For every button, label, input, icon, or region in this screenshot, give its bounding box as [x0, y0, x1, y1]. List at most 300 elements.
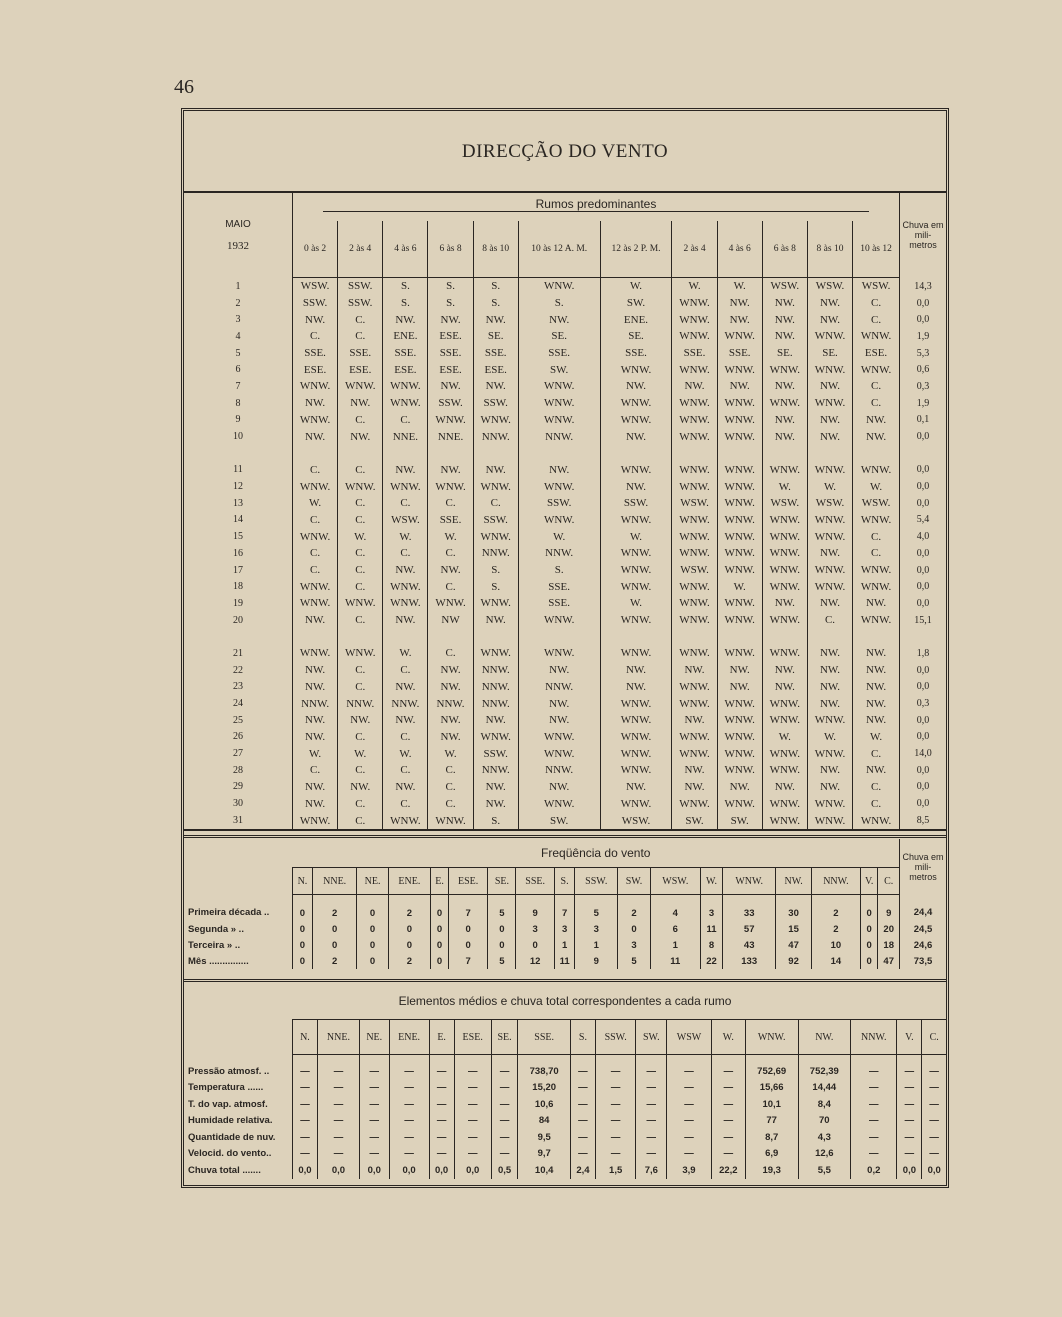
day-cell: 10: [233, 431, 243, 443]
direction-cell: C.: [383, 762, 428, 779]
direction-cell: C.: [338, 462, 383, 479]
rain-cell: 1,9: [900, 395, 947, 412]
elements-cell: —: [429, 1055, 454, 1080]
frequency-cell: 5: [618, 953, 651, 969]
table-frame: [181, 108, 949, 1188]
rain-cell: 0,0: [900, 662, 947, 679]
rain-cell: 0,0: [900, 779, 947, 796]
direction-cell: W.: [717, 278, 762, 295]
frequency-cell: 47: [878, 953, 900, 969]
elements-column-header: NW.: [798, 1020, 851, 1055]
direction-cell: NW.: [383, 612, 428, 629]
direction-cell: W.: [293, 745, 338, 762]
elements-column-header: V.: [897, 1020, 922, 1055]
elements-cell: —: [922, 1080, 946, 1097]
elements-cell: —: [360, 1080, 389, 1097]
rain-cell: 0,1: [900, 412, 947, 429]
frequency-table: [184, 839, 946, 969]
frequency-column-header: NNW.: [811, 868, 860, 895]
direction-cell: WNW.: [717, 612, 762, 629]
direction-cell: C.: [338, 311, 383, 328]
month-label: MAIO: [225, 218, 251, 230]
direction-cell: C.: [853, 378, 900, 395]
elements-cell: —: [429, 1146, 454, 1163]
elements-cell: 0,0: [317, 1162, 359, 1179]
frequency-cell: 133: [723, 953, 776, 969]
frequency-rain-header: Chuva em mili- metros: [900, 839, 947, 895]
direction-cell: NW.: [807, 762, 852, 779]
direction-cell: NW.: [853, 679, 900, 696]
frequency-cell: 0: [312, 921, 357, 937]
rain-cell: 0,0: [900, 562, 947, 579]
frequency-cell: 7: [448, 895, 487, 922]
frequency-column-header: ENE.: [388, 868, 431, 895]
frequency-cell: 0: [488, 937, 516, 953]
rain-cell: 0,0: [900, 578, 947, 595]
direction-cell: NW.: [807, 412, 852, 429]
elements-cell: —: [595, 1146, 636, 1163]
frequency-column-header: ESE.: [448, 868, 487, 895]
direction-cell: NW.: [600, 679, 672, 696]
direction-cell: NW.: [600, 779, 672, 796]
elements-cell: 752,69: [745, 1055, 798, 1080]
elements-cell: —: [667, 1146, 712, 1163]
direction-cell: NW.: [807, 679, 852, 696]
table-row: [184, 311, 946, 328]
direction-cell: WNW.: [717, 428, 762, 445]
frequency-cell: 5: [575, 895, 618, 922]
frequency-cell: 0: [357, 921, 388, 937]
elements-cell: —: [454, 1113, 491, 1130]
direction-cell: SW.: [600, 295, 672, 312]
direction-cell: WSW.: [853, 278, 900, 295]
direction-cell: WNW.: [293, 645, 338, 662]
elements-cell: 6,9: [745, 1146, 798, 1163]
direction-cell: ENE.: [383, 328, 428, 345]
direction-cell: WNW.: [717, 395, 762, 412]
direction-cell: WNW.: [853, 512, 900, 529]
frequency-cell: 30: [776, 895, 812, 922]
direction-cell: NNW.: [383, 695, 428, 712]
direction-cell: WNW.: [672, 729, 717, 746]
rain-cell: 0,0: [900, 762, 947, 779]
elements-cell: 14,44: [798, 1080, 851, 1097]
elements-cell: —: [595, 1129, 636, 1146]
group-brace: [323, 211, 868, 218]
direction-cell: WNW.: [518, 395, 600, 412]
elements-cell: —: [636, 1055, 667, 1080]
direction-cell: NW.: [293, 779, 338, 796]
direction-cell: W.: [807, 478, 852, 495]
direction-cell: WSW.: [807, 495, 852, 512]
frequency-cell: 0: [293, 937, 313, 953]
elements-cell: 7,6: [636, 1162, 667, 1179]
frequency-cell: 0: [860, 953, 877, 969]
table-row: [184, 495, 946, 512]
frequency-cell: 9: [516, 895, 554, 922]
elements-cell: —: [897, 1080, 922, 1097]
elements-cell: —: [667, 1080, 712, 1097]
direction-cell: NW.: [428, 378, 473, 395]
rain-cell: 0,0: [900, 795, 947, 812]
hour-header: 4 às 6: [717, 221, 762, 278]
elements-cell: —: [922, 1113, 946, 1130]
elements-cell: —: [389, 1096, 429, 1113]
direction-cell: NW.: [853, 762, 900, 779]
table-row: [184, 729, 946, 746]
direction-cell: WNW.: [672, 478, 717, 495]
elements-cell: —: [667, 1055, 712, 1080]
elements-cell: 8,7: [745, 1129, 798, 1146]
direction-cell: WNW.: [518, 412, 600, 429]
table-row: [184, 462, 946, 479]
direction-cell: WNW.: [383, 378, 428, 395]
direction-cell: WNW.: [807, 745, 852, 762]
direction-cell: ENE.: [600, 311, 672, 328]
direction-cell: S.: [473, 562, 518, 579]
direction-cell: NW.: [293, 729, 338, 746]
elements-cell: —: [389, 1146, 429, 1163]
direction-cell: NW.: [293, 795, 338, 812]
direction-cell: C.: [338, 562, 383, 579]
frequency-cell: 0: [431, 937, 449, 953]
direction-cell: WNW.: [672, 528, 717, 545]
direction-cell: WNW.: [717, 512, 762, 529]
frequency-cell: 0: [618, 921, 651, 937]
frequency-cell: 7: [554, 895, 574, 922]
direction-cell: W.: [338, 745, 383, 762]
elements-cell: —: [636, 1129, 667, 1146]
direction-cell: WNW.: [428, 812, 473, 830]
direction-cell: SSE.: [518, 578, 600, 595]
frequency-cell: 2: [312, 895, 357, 922]
direction-cell: WNW.: [717, 695, 762, 712]
rain-cell: 5,3: [900, 345, 947, 362]
table-row: [184, 295, 946, 312]
elements-cell: —: [711, 1096, 745, 1113]
direction-cell: C.: [428, 795, 473, 812]
frequency-cell: 0: [357, 895, 388, 922]
direction-cell: WNW.: [762, 578, 807, 595]
direction-cell: WNW.: [717, 495, 762, 512]
frequency-row: [184, 895, 946, 922]
day-cell: 21: [233, 647, 243, 659]
rain-cell: 14,0: [900, 745, 947, 762]
direction-cell: NW.: [473, 311, 518, 328]
direction-cell: NW.: [807, 295, 852, 312]
direction-cell: WNW.: [717, 745, 762, 762]
direction-cell: C.: [428, 578, 473, 595]
row-label: Chuva total .......: [188, 1164, 261, 1176]
elements-cell: —: [317, 1129, 359, 1146]
elements-cell: —: [454, 1080, 491, 1097]
elements-row: [184, 1096, 946, 1113]
direction-cell: WNW.: [338, 478, 383, 495]
table-row: [184, 361, 946, 378]
direction-cell: C.: [383, 412, 428, 429]
frequency-cell: 2: [388, 895, 431, 922]
elements-cell: 9,7: [518, 1146, 571, 1163]
direction-cell: WNW.: [518, 512, 600, 529]
table-row: [184, 779, 946, 796]
direction-cell: WNW.: [600, 795, 672, 812]
frequency-cell: 0: [516, 937, 554, 953]
elements-column-header: NNW.: [851, 1020, 897, 1055]
direction-cell: WNW.: [473, 412, 518, 429]
direction-cell: WNW.: [518, 278, 600, 295]
elements-column-header: ESE.: [454, 1020, 491, 1055]
direction-cell: C.: [293, 562, 338, 579]
rain-cell: 15,1: [900, 612, 947, 629]
rain-cell: 1,9: [900, 328, 947, 345]
frequency-cell: 6: [650, 921, 700, 937]
direction-cell: WSW.: [383, 512, 428, 529]
direction-cell: C.: [338, 512, 383, 529]
elements-cell: 5,5: [798, 1162, 851, 1179]
table-row: [184, 395, 946, 412]
rain-cell: 5,4: [900, 512, 947, 529]
direction-cell: C.: [853, 528, 900, 545]
direction-cell: SSE.: [383, 345, 428, 362]
direction-cell: C.: [338, 545, 383, 562]
direction-cell: NW.: [518, 311, 600, 328]
direction-cell: NW.: [807, 595, 852, 612]
direction-cell: S.: [473, 578, 518, 595]
direction-cell: W.: [293, 495, 338, 512]
frequency-column-header: SSW.: [575, 868, 618, 895]
elements-cell: 0,0: [360, 1162, 389, 1179]
frequency-cell: 2: [811, 921, 860, 937]
direction-cell: NNE.: [383, 428, 428, 445]
direction-cell: WNW.: [762, 695, 807, 712]
direction-cell: C.: [383, 495, 428, 512]
frequency-cell: 33: [723, 895, 776, 922]
elements-cell: —: [293, 1080, 318, 1097]
frequency-column-header: C.: [878, 868, 900, 895]
frequency-cell: 11: [650, 953, 700, 969]
direction-cell: WNW.: [672, 795, 717, 812]
elements-cell: —: [711, 1146, 745, 1163]
direction-cell: SSW.: [293, 295, 338, 312]
elements-row: [184, 1113, 946, 1130]
direction-cell: WNW.: [807, 812, 852, 830]
direction-cell: WNW.: [600, 562, 672, 579]
day-cell: 16: [233, 547, 243, 559]
direction-cell: WNW.: [717, 462, 762, 479]
direction-cell: SSE.: [518, 595, 600, 612]
direction-cell: NW.: [853, 645, 900, 662]
direction-cell: C.: [338, 662, 383, 679]
direction-cell: C.: [853, 311, 900, 328]
direction-cell: W.: [853, 478, 900, 495]
direction-cell: WNW.: [672, 512, 717, 529]
direction-cell: W.: [672, 278, 717, 295]
elements-column-header: S.: [570, 1020, 595, 1055]
direction-cell: SE.: [600, 328, 672, 345]
direction-cell: WNW.: [853, 612, 900, 629]
direction-cell: NW.: [762, 328, 807, 345]
day-cell: 31: [233, 815, 243, 826]
direction-cell: W.: [383, 645, 428, 662]
rain-cell: 0,0: [900, 295, 947, 312]
rain-cell: 0,0: [900, 478, 947, 495]
direction-cell: SE.: [762, 345, 807, 362]
direction-cell: C.: [853, 795, 900, 812]
elements-header-row: [184, 1020, 946, 1055]
direction-cell: C.: [338, 612, 383, 629]
direction-cell: WNW.: [807, 395, 852, 412]
elements-cell: 12,6: [798, 1146, 851, 1163]
elements-column-header: SSW.: [595, 1020, 636, 1055]
elements-cell: —: [293, 1096, 318, 1113]
elements-cell: —: [711, 1113, 745, 1130]
elements-cell: —: [897, 1055, 922, 1080]
direction-cell: NNW.: [338, 695, 383, 712]
rain-cell: 0,0: [900, 712, 947, 729]
frequency-cell: 3: [516, 921, 554, 937]
elements-cell: —: [922, 1055, 946, 1080]
direction-cell: W.: [853, 729, 900, 746]
direction-cell: NW.: [717, 779, 762, 796]
elements-cell: —: [851, 1113, 897, 1130]
direction-cell: WNW.: [672, 595, 717, 612]
elements-cell: 752,39: [798, 1055, 851, 1080]
frequency-header-row: [184, 868, 946, 895]
rain-cell: 0,0: [900, 679, 947, 696]
wind-direction-table: [184, 191, 946, 831]
elements-cell: —: [360, 1146, 389, 1163]
elements-column-header: SW.: [636, 1020, 667, 1055]
direction-cell: NW.: [600, 428, 672, 445]
elements-column-header: WSW: [667, 1020, 712, 1055]
elements-column-header: N.: [293, 1020, 318, 1055]
elements-cell: 10,1: [745, 1096, 798, 1113]
elements-table: [184, 983, 946, 1179]
direction-cell: WNW.: [338, 645, 383, 662]
direction-cell: NW.: [807, 662, 852, 679]
direction-cell: NW.: [762, 412, 807, 429]
direction-cell: W.: [428, 528, 473, 545]
elements-cell: —: [429, 1113, 454, 1130]
direction-cell: WSW.: [293, 278, 338, 295]
direction-cell: W.: [762, 729, 807, 746]
elements-cell: —: [491, 1146, 518, 1163]
direction-cell: NW.: [717, 311, 762, 328]
hour-header: 2 às 4: [338, 221, 383, 278]
direction-cell: NW.: [338, 712, 383, 729]
day-cell: 30: [233, 798, 243, 810]
frequency-row: [184, 937, 946, 953]
table-row: [184, 762, 946, 779]
frequency-cell: 1: [575, 937, 618, 953]
direction-cell: S.: [428, 278, 473, 295]
elements-cell: —: [360, 1096, 389, 1113]
direction-cell: C.: [853, 545, 900, 562]
day-cell: 22: [233, 664, 243, 676]
direction-cell: SSW.: [600, 495, 672, 512]
direction-cell: SW.: [518, 361, 600, 378]
direction-cell: NW.: [853, 595, 900, 612]
elements-cell: 1,5: [595, 1162, 636, 1179]
direction-cell: NW.: [428, 712, 473, 729]
row-label: Pressão atmosf. ..: [188, 1065, 270, 1077]
hours-header-row: [184, 221, 946, 278]
direction-cell: NNW.: [293, 695, 338, 712]
elements-cell: —: [570, 1129, 595, 1146]
frequency-cell: 92: [776, 953, 812, 969]
direction-cell: NW.: [293, 662, 338, 679]
direction-cell: NW.: [807, 645, 852, 662]
direction-cell: SW.: [717, 812, 762, 830]
direction-cell: NW.: [762, 295, 807, 312]
direction-cell: SSE.: [428, 512, 473, 529]
direction-cell: WNW.: [383, 478, 428, 495]
table-row: [184, 645, 946, 662]
table-row: [184, 378, 946, 395]
direction-cell: NW.: [717, 295, 762, 312]
direction-cell: NW.: [762, 378, 807, 395]
direction-cell: WNW.: [807, 528, 852, 545]
direction-cell: WNW.: [293, 578, 338, 595]
day-cell: 11: [233, 464, 243, 476]
frequency-cell: 8: [700, 937, 722, 953]
direction-cell: WNW.: [600, 512, 672, 529]
elements-cell: 10,6: [518, 1096, 571, 1113]
elements-cell: —: [667, 1096, 712, 1113]
direction-cell: NW.: [338, 428, 383, 445]
direction-cell: NW.: [672, 762, 717, 779]
hour-header: 10 às 12 A. M.: [518, 221, 600, 278]
direction-cell: NW.: [807, 695, 852, 712]
frequency-cell: 9: [575, 953, 618, 969]
elements-cell: —: [711, 1080, 745, 1097]
direction-cell: NW.: [518, 779, 600, 796]
direction-cell: W.: [383, 745, 428, 762]
direction-cell: SSW.: [518, 495, 600, 512]
direction-cell: SSW.: [473, 395, 518, 412]
direction-cell: NW.: [473, 712, 518, 729]
direction-cell: WNW.: [762, 545, 807, 562]
elements-cell: 4,3: [798, 1129, 851, 1146]
direction-cell: WNW.: [600, 545, 672, 562]
elements-cell: —: [595, 1080, 636, 1097]
rain-cell: 0,3: [900, 378, 947, 395]
frequency-rows: [184, 895, 946, 970]
direction-cell: NW.: [518, 712, 600, 729]
direction-cell: NW.: [473, 795, 518, 812]
direction-cell: C.: [428, 495, 473, 512]
frequency-cell: 3: [618, 937, 651, 953]
direction-cell: NW.: [293, 712, 338, 729]
frequency-cell: 5: [488, 895, 516, 922]
frequency-cell: 0: [448, 921, 487, 937]
direction-cell: WNW.: [672, 462, 717, 479]
elements-cell: —: [595, 1096, 636, 1113]
direction-cell: NW: [428, 612, 473, 629]
elements-cell: —: [667, 1129, 712, 1146]
elements-cell: —: [897, 1129, 922, 1146]
direction-cell: WNW.: [672, 679, 717, 696]
direction-cell: WNW.: [518, 612, 600, 629]
direction-cell: C.: [338, 795, 383, 812]
direction-cell: WNW.: [853, 812, 900, 830]
frequency-cell: 0: [293, 895, 313, 922]
direction-cell: WNW.: [672, 612, 717, 629]
direction-cell: WNW.: [853, 462, 900, 479]
rain-total-cell: 73,5: [900, 953, 947, 969]
direction-cell: WNW.: [717, 528, 762, 545]
daily-rows: [184, 278, 946, 831]
